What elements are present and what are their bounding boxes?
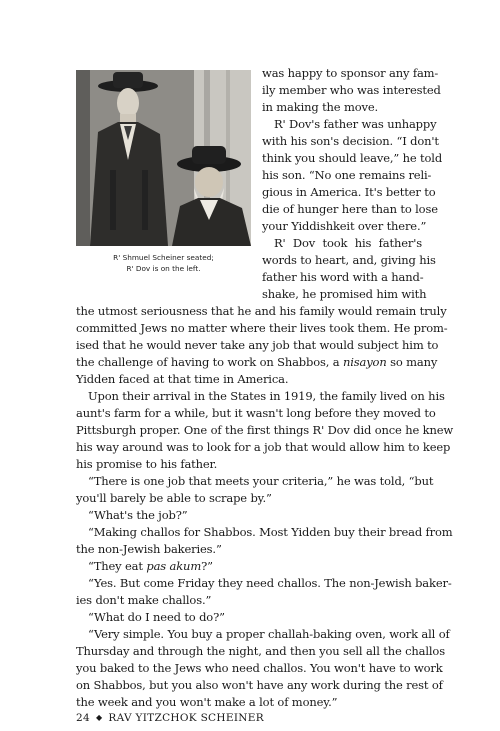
text-line: ised that he would never take any job that would subject him to (76, 338, 439, 352)
photo-caption (76, 252, 251, 274)
text-line (88, 558, 422, 575)
page-footer (76, 712, 264, 724)
text-line: the utmost seriousness that he and his family would remain truly (76, 304, 447, 318)
text-line: ily member who was interested (262, 83, 441, 97)
text-line: “What do I need to do?” (88, 610, 225, 624)
text-line: Pittsburgh proper. One of the first things R' Dov did once he knew (76, 423, 454, 437)
text-line: Upon their arrival in the States in 1919, the family lived on his (88, 389, 445, 403)
text-line: Yidden faced at that time in America. (76, 372, 289, 386)
text-line: Thursday and through the night, and then you sell all the challos (76, 644, 445, 658)
caption-line: R' Dov is on the left. (126, 264, 201, 273)
text-line: you baked to the Jews who need challos. You won't have to work (76, 661, 443, 675)
text-line: was happy to sponsor any fam- (262, 66, 439, 80)
text-line: you'll barely be able to scrape by.” (76, 491, 272, 505)
text-line: your Yiddishkeit over there.” (262, 219, 427, 233)
text-line: the week and you won't make a lot of money.” (76, 695, 338, 709)
text-line: “Making challos for Shabbos. Most Yidden buy their bread from (88, 525, 453, 539)
text-run: “They eat (88, 559, 147, 573)
text-line: the non-Jewish bakeries.” (76, 542, 222, 556)
text-line: his promise to his father. (76, 457, 218, 471)
text-line: die of hunger here than to lose (262, 202, 438, 216)
text-line: “Very simple. You buy a proper challah-baking oven, work all of (88, 627, 450, 641)
text-line: gious in America. It's better to (262, 185, 436, 199)
text-line: his son. “No one remains reli- (262, 168, 432, 182)
caption-line: R' Shmuel Scheiner seated; (113, 253, 214, 262)
text-line: father his word with a hand- (262, 270, 424, 284)
text-line: in making the move. (262, 100, 378, 114)
text-run: so many (386, 355, 438, 369)
text-line: ies don't make challos.” (76, 593, 212, 607)
text-line: “There is one job that meets your criteria,” he was told, “but (88, 474, 434, 488)
text-line: his way around was to look for a job that would allow him to keep (76, 440, 451, 454)
text-line: “What's the job?” (88, 508, 188, 522)
text-run: the challenge of having to work on Shabbos, a (76, 355, 343, 369)
italic-term: nisayon (342, 355, 387, 369)
text-line: R' Dov took his father's (274, 236, 422, 250)
diamond-icon: ◆ (95, 713, 103, 722)
text-line: committed Jews no matter where their lives took them. He prom- (76, 321, 448, 335)
italic-term: pas akum (146, 559, 202, 573)
text-line: shake, he promised him with (262, 287, 427, 301)
text-run: ?” (201, 559, 213, 573)
historical-photograph (76, 70, 251, 246)
text-line: aunt's farm for a while, but it wasn't long before they moved to (76, 406, 436, 420)
photo-illustration (76, 70, 251, 246)
text-line: with his son's decision. “I don't (262, 134, 439, 148)
text-line: words to heart, and, giving his (262, 253, 436, 267)
text-line: “Yes. But come Friday they need challos. The non-Jewish baker- (88, 576, 452, 590)
text-line: on Shabbos, but you also won't have any work during the rest of (76, 678, 443, 692)
page-number: 24 (76, 712, 90, 724)
text-line (76, 354, 438, 371)
text-line: think you should leave,” he told (262, 151, 443, 165)
text-line: R' Dov's father was unhappy (274, 117, 437, 131)
running-title: RAV YITZCHOK SCHEINER (108, 712, 264, 724)
